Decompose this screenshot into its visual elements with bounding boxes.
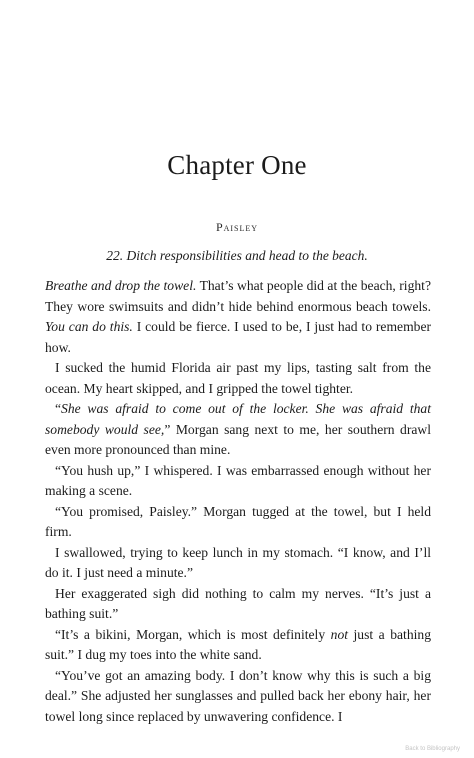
- text-run: “You promised, Paisley.” Morgan tugged at the towel, but I held firm.: [45, 503, 431, 539]
- text-run: “You hush up,” I whispered. I was embarrassed enough without her making a scene.: [45, 462, 431, 498]
- text-run: just a bathing suit.” I dug my toes into the white sand.: [45, 626, 431, 662]
- text-run: “It’s a bikini, Morgan, which is most definitely: [55, 626, 331, 642]
- chapter-title: Chapter One: [167, 150, 307, 180]
- text-run: That’s what people did at the beach, right? They wore swimsuits and didn’t hide behind enormous beach towels.: [45, 278, 431, 314]
- text-run: ” Morgan sang next to me, her southern drawl even more pronounced than mine.: [45, 421, 431, 457]
- text-run: I could be fierce. I used to be, I just had to remember how.: [45, 319, 431, 355]
- watermark: Back to Bibliography: [405, 746, 460, 752]
- body-paragraph: [45, 502, 431, 543]
- text-run: Her exaggerated sigh did nothing to calm my nerves. “It’s just a bathing suit.”: [45, 585, 431, 621]
- pov-heading: Paisley: [215, 220, 259, 234]
- text-run: I swallowed, trying to keep lunch in my stomach. “I know, and I’ll do it. I just need a minute.”: [45, 544, 431, 580]
- body-paragraph: [45, 358, 431, 399]
- text-run: “: [55, 401, 62, 416]
- italic-run: She was afraid to come out of the locker. She was afraid that somebody would see,: [45, 401, 431, 437]
- text-run: I sucked the humid Florida air past my lips, tasting salt from the ocean. My heart skipped, and I gripped the towel tighter.: [45, 360, 431, 396]
- italic-run: not: [330, 626, 349, 642]
- body-paragraph: [45, 543, 431, 584]
- chapter-epigraph: 22. Ditch responsibilities and head to the beach.: [106, 248, 368, 263]
- body-paragraph: [45, 276, 431, 358]
- body-paragraph: [45, 625, 431, 666]
- body-paragraph: [45, 666, 431, 728]
- text-run: “You’ve got an amazing body. I don’t know why this is such a big deal.” She adjusted her sunglasses and pulled back her ebony hair, her towel long since replaced by unwavering confidence. I: [45, 667, 431, 724]
- body-paragraph: [45, 584, 431, 625]
- italic-run: Breathe and drop the towel.: [45, 278, 197, 293]
- chapter-body: [45, 276, 431, 727]
- italic-run: You can do this.: [45, 319, 133, 334]
- body-paragraph: [45, 461, 431, 502]
- body-paragraph: [45, 399, 431, 461]
